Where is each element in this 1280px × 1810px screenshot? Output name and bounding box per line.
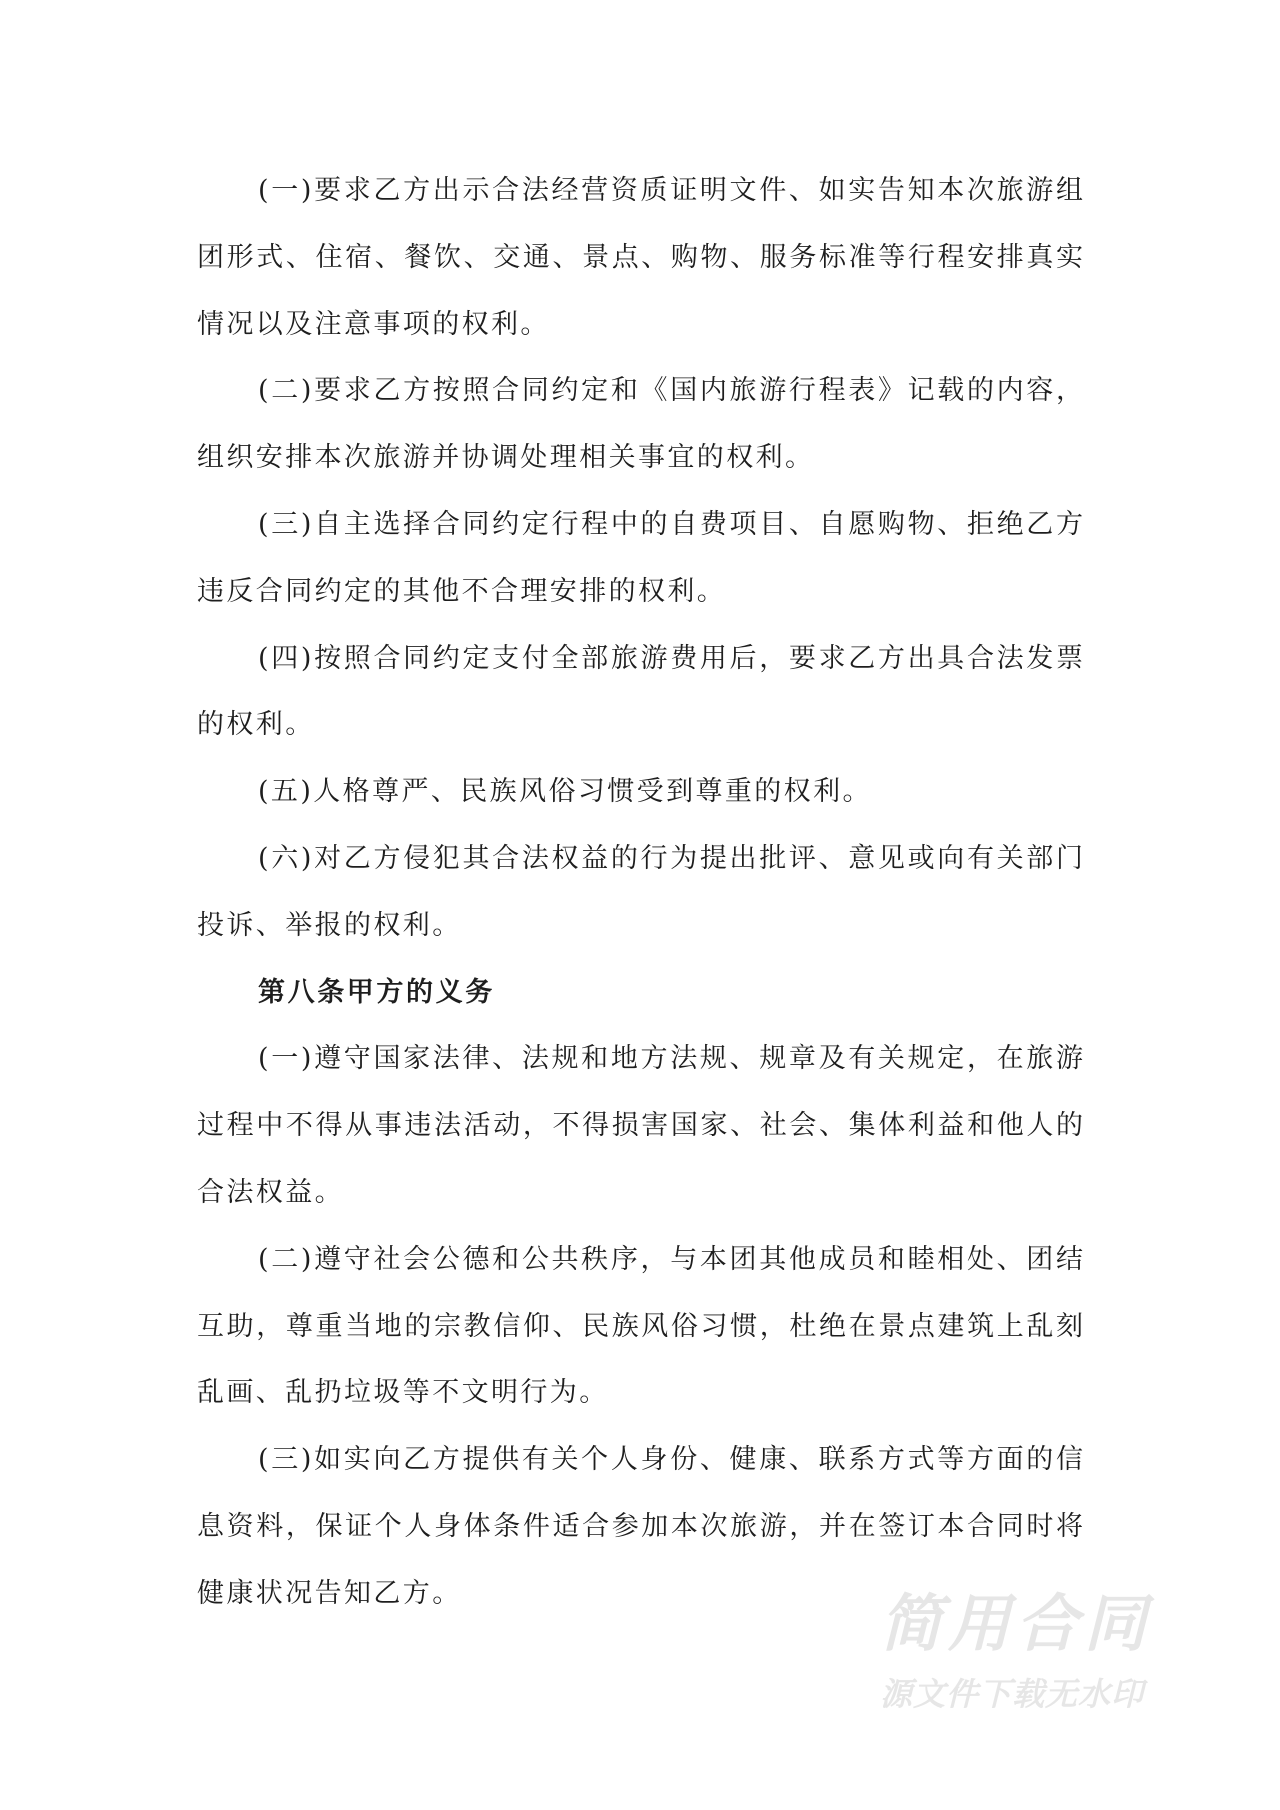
paragraph-line: 互助，尊重当地的宗教信仰、民族风俗习惯，杜绝在景点建筑上乱刻 [197, 1310, 1083, 1342]
paragraph-line: (一)要求乙方出示合法经营资质证明文件、如实告知本次旅游组 [258, 175, 1083, 206]
paragraph-line: 的权利。 [197, 709, 315, 741]
paragraph-line: (三)自主选择合同约定行程中的自费项目、自愿购物、拒绝乙方 [258, 508, 1083, 540]
rights-item-3 [197, 492, 1083, 626]
paragraph-line: (六)对乙方侵犯其合法权益的行为提出批评、意见或向有关部门 [258, 842, 1083, 874]
paragraph-line: 健康状况告知乙方。 [197, 1577, 462, 1609]
paragraph-line: (四)按照合同约定支付全部旅游费用后，要求乙方出具合法发票 [258, 642, 1083, 674]
paragraph-line: (二)要求乙方按照合同约定和《国内旅游行程表》记载的内容， [258, 375, 1083, 407]
paragraph-line: (二)遵守社会公德和公共秩序，与本团其他成员和睦相处、团结 [258, 1243, 1083, 1275]
paragraph-line: 违反合同约定的其他不合理安排的权利。 [197, 575, 727, 607]
paragraph-line: (三)如实向乙方提供有关个人身份、健康、联系方式等方面的信 [258, 1444, 1083, 1476]
obligations-item-1 [197, 1026, 1083, 1226]
rights-item-2 [197, 358, 1083, 492]
watermark-title: 简用合同 [880, 1587, 1153, 1660]
article-heading: 第八条甲方的义务 [258, 976, 495, 1008]
paragraph-line: 情况以及注意事项的权利。 [197, 308, 550, 340]
watermark-subtitle: 源文件下载无水印 [880, 1675, 1145, 1713]
paragraph-line: 过程中不得从事违法活动，不得损害国家、社会、集体利益和他人的 [197, 1110, 1083, 1142]
paragraph-line: 组织安排本次旅游并协调处理相关事宜的权利。 [197, 442, 815, 474]
paragraph-line: 合法权益。 [197, 1176, 344, 1208]
rights-item-1 [197, 158, 1083, 358]
paragraph-line: (五)人格尊严、民族风俗习惯受到尊重的权利。 [258, 776, 872, 808]
paragraph-line: (一)遵守国家法律、法规和地方法规、规章及有关规定，在旅游 [258, 1043, 1083, 1075]
paragraph-line: 息资料，保证个人身体条件适合参加本次旅游，并在签订本合同时将 [197, 1510, 1083, 1542]
rights-item-6 [197, 826, 1083, 960]
document-body [197, 158, 1083, 1628]
paragraph-line: 团形式、住宿、餐饮、交通、景点、购物、服务标准等行程安排真实 [197, 241, 1083, 273]
rights-item-4 [197, 626, 1083, 760]
obligations-item-3 [197, 1427, 1083, 1627]
paragraph-line: 投诉、举报的权利。 [197, 909, 462, 941]
paragraph-line: 乱画、乱扔垃圾等不文明行为。 [197, 1377, 609, 1409]
rights-item-5 [197, 759, 1083, 826]
obligations-item-2 [197, 1227, 1083, 1427]
